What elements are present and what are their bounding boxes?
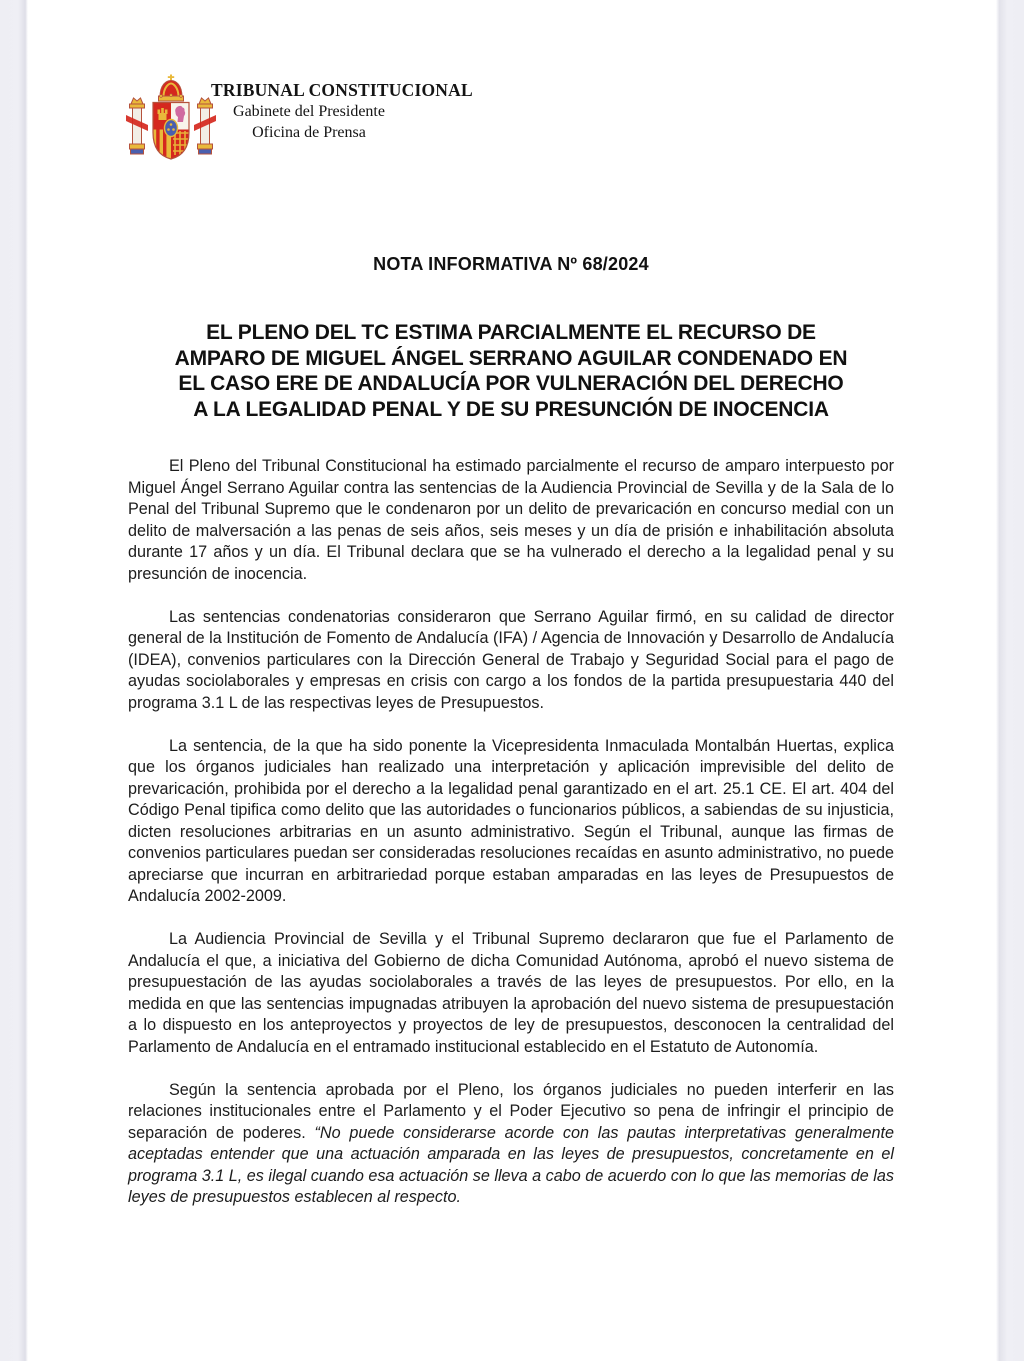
paragraph: El Pleno del Tribunal Constitucional ha estimado parcialmente el recurso de amparo interpuesto por Miguel Ángel Serrano Aguilar contra las sentencias de la Audiencia Provincial de Sevilla y de la Sala de lo Penal del Tribunal Supremo que le condenaron por un delito de prevaricación en concurso medial con un delito de malversación a las penas de seis años, seis meses y un día de prisión e inhabilitación absoluta durante 17 años y un día. El Tribunal declara que se ha vulnerado el derecho a la legalidad penal y su presunción de inocencia. <box>128 457 894 583</box>
shield <box>153 103 189 160</box>
sentence-quote: “No puede considerarse acorde con las pautas interpretativas generalmente aceptadas entender que una actuación amparada en las leyes de presupuestos, concretamente en el programa 3.1 L, es ilegal cuando esa actuación se lleva a cabo de acuerdo con lo que las memorias de las leyes de presupuestos establecen al respecto. <box>128 1123 894 1206</box>
document-body <box>128 456 894 1209</box>
org-department: Gabinete del Presidente <box>233 103 385 120</box>
headline-line: AMPARO DE MIGUEL ÁNGEL SERRANO AGUILAR CONDENADO EN <box>174 346 848 370</box>
letterhead-text <box>211 73 473 143</box>
left-pillar <box>126 98 148 154</box>
page-edge-right <box>996 0 1024 1361</box>
org-name: TRIBUNAL CONSTITUCIONAL <box>211 80 473 100</box>
page-edge-left <box>0 0 28 1361</box>
headline <box>128 320 894 422</box>
royal-crown <box>159 75 184 102</box>
page-content <box>128 0 894 1209</box>
spain-coat-of-arms-icon <box>119 73 223 170</box>
letterhead <box>119 73 894 170</box>
paragraph: La sentencia, de la que ha sido ponente la Vicepresidenta Inmaculada Montalbán Huertas, explica que los órganos judiciales han realizado una interpretación y aplicación imprevisible del delito de prevaricación, prohibida por el derecho a la legalidad penal garantizado en el art. 25.1 CE. El art. 404 del Código Penal tipifica como delito que las autoridades o funcionarios públicos, a sabiendas de su injusticia, dicten resoluciones arbitrarias en un asunto administrativo. Según el Tribunal, aunque las firmas de convenios particulares puedan ser consideradas resoluciones recaídas en asunto administrativo, no puede apreciarse que incurran en arbitrariedad porque estaban amparadas en las leyes de Presupuestos de Andalucía 2002-2009. <box>128 736 894 905</box>
headline-line: A LA LEGALIDAD PENAL Y DE SU PRESUNCIÓN DE INOCENCIA <box>193 397 829 421</box>
paragraph: Las sentencias condenatorias consideraron que Serrano Aguilar firmó, en su calidad de director general de la Institución de Fomento de Andalucía (IFA) / Agencia de Innovación y Desarrollo de Andalucía (IDEA), convenios particulares con la Dirección General de Trabajo y Seguridad Social para el pago de ayudas sociolaborales y empresas en crisis con cargo a los fondos de la partida presupuestaria 440 del programa 3.1 L de las respectivas leyes de Presupuestos. <box>128 607 894 712</box>
paragraph-lead-text: Según la sentencia aprobada por el Pleno, los órganos judiciales no pueden interferir en las relaciones institucionales entre el Parlamento y el Poder Ejecutivo so pena de infringir el principio de separación de poderes. <box>128 1080 894 1142</box>
paragraph: La Audiencia Provincial de Sevilla y el Tribunal Supremo declararon que fue el Parlamento de Andalucía el que, a iniciativa del Gobierno de dicha Comunidad Autónoma, aprobó el nuevo sistema de presupuestación de las ayudas sociolaborales a través de las leyes de presupuestos. Por ello, en la medida en que las sentencias impugnadas atribuyen la aprobación del nuevo sistema de presupuestación a lo dispuesto en los anteproyectos y proyectos de ley de presupuestos, desconocen la centralidad del Parlamento de Andalucía en el entramado institucional establecido en el Estatuto de Autonomía. <box>128 930 894 1056</box>
org-office: Oficina de Prensa <box>252 124 366 141</box>
headline-line: EL CASO ERE DE ANDALUCÍA POR VULNERACIÓN DEL DERECHO <box>178 372 844 395</box>
paragraph <box>128 1080 894 1209</box>
headline-line: EL PLENO DEL TC ESTIMA PARCIALMENTE EL RECURSO DE <box>206 321 816 344</box>
note-title: NOTA INFORMATIVA Nº 68/2024 <box>373 254 649 274</box>
